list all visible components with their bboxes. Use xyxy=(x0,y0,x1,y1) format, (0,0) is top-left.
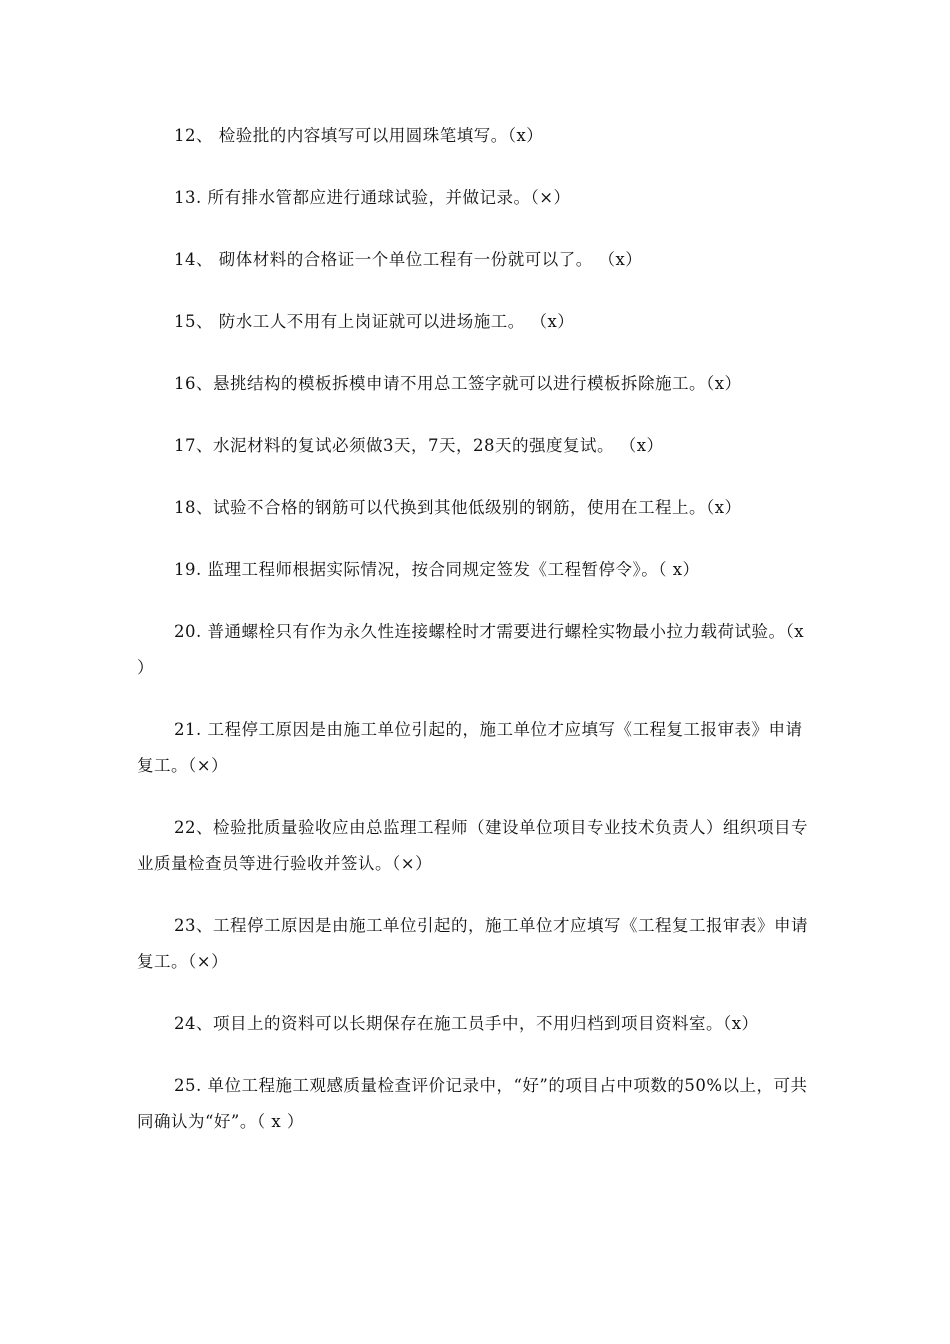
question-item-24: 24、项目上的资料可以长期保存在施工员手中，不用归档到项目资料室。（x） xyxy=(174,1014,759,1033)
question-item-15: 15、 防水工人不用有上岗证就可以进场施工。 （x） xyxy=(174,312,575,331)
question-item-23: 23、工程停工原因是由施工单位引起的，施工单位才应填写《工程复工报审表》申请复工。（×） xyxy=(137,916,808,971)
question-item-22: 22、检验批质量验收应由总监理工程师（建设单位项目专业技术负责人）组织项目专业质量检查员等进行验收并签认。（×） xyxy=(137,818,808,873)
question-item-25: 25. 单位工程施工观感质量检查评价记录中，“好”的项目占中项数的50%以上，可共同确认为“好”。（ x ） xyxy=(137,1076,808,1131)
question-item-16: 16、悬挑结构的模板拆模申请不用总工签字就可以进行模板拆除施工。（x） xyxy=(174,374,742,393)
question-item-18: 18、试验不合格的钢筋可以代换到其他低级别的钢筋，使用在工程上。（x） xyxy=(174,498,742,517)
question-list xyxy=(137,118,813,1166)
question-item-13: 13. 所有排水管都应进行通球试验，并做记录。（×） xyxy=(174,188,571,207)
question-item-12: 12、 检验批的内容填写可以用圆珠笔填写。（x） xyxy=(174,126,544,145)
question-item-20: 20. 普通螺栓只有作为永久性连接螺栓时才需要进行螺栓实物最小拉力载荷试验。（x ） xyxy=(137,622,805,677)
question-item-19: 19. 监理工程师根据实际情况，按合同规定签发《工程暂停令》。（ x） xyxy=(174,560,700,579)
question-item-21: 21. 工程停工原因是由施工单位引起的，施工单位才应填写《工程复工报审表》申请复工。（×） xyxy=(137,720,803,775)
question-item-14: 14、 砌体材料的合格证一个单位工程有一份就可以了。 （x） xyxy=(174,250,643,269)
question-item-17: 17、水泥材料的复试必须做3天，7天，28天的强度复试。 （x） xyxy=(174,436,664,455)
